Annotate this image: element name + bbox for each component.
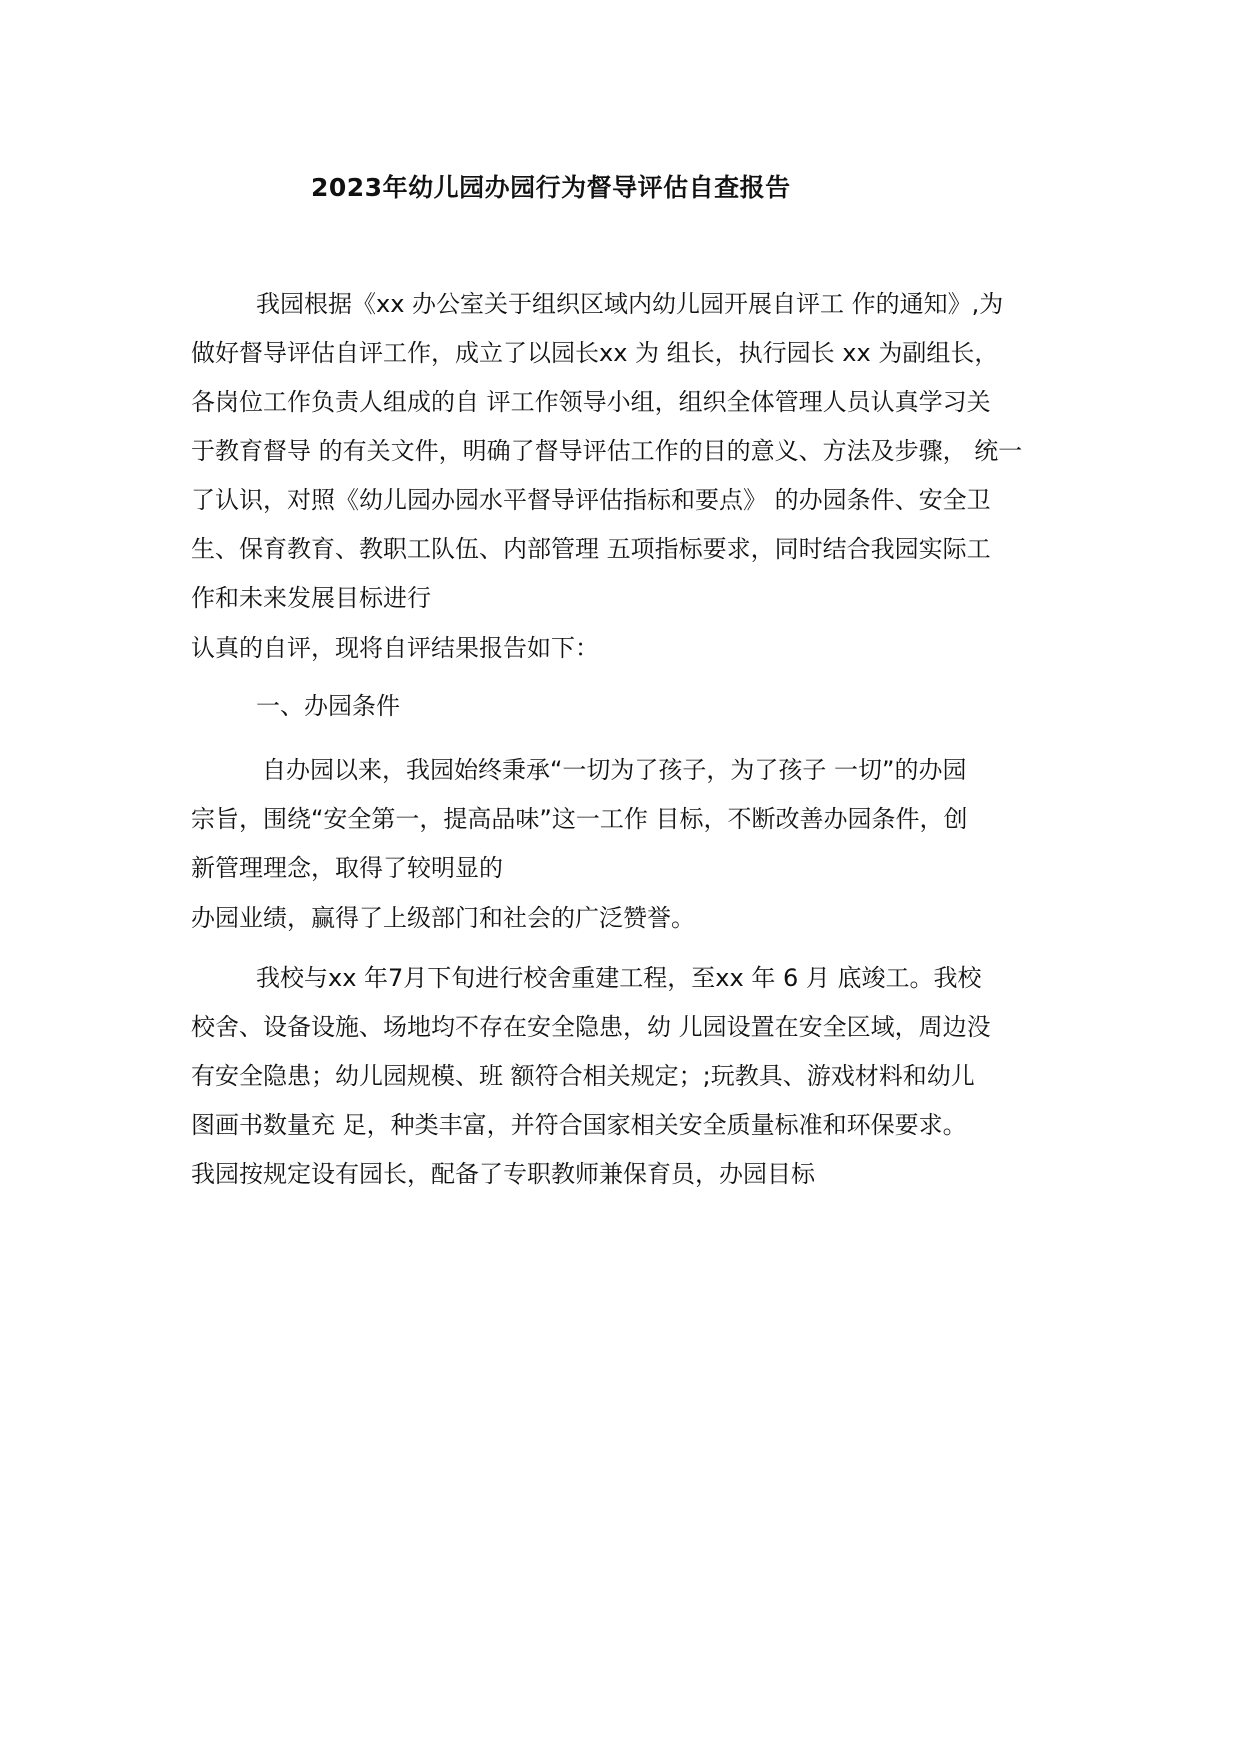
paragraph-line: 生、保育教育、教职工队伍、内部管理 五项指标要求，同时结合我园实际工 — [191, 535, 991, 563]
paragraph-line: 了认识，对照《幼儿园办园水平督导评估指标和要点》 的办园条件、安全卫 — [191, 486, 991, 514]
paragraph-line: 认真的自评，现将自评结果报告如下： — [191, 634, 599, 662]
document-title: 2023年幼儿园办园行为督导评估自查报告 — [311, 173, 791, 202]
paragraph-line: 新管理理念，取得了较明显的 — [191, 854, 503, 882]
section-heading: 一、办园条件 — [256, 692, 400, 720]
paragraph-line: 作和未来发展目标进行 — [191, 584, 431, 612]
paragraph-line: 校舍、设备设施、场地均不存在安全隐患，幼 儿园设置在安全区域，周边没 — [191, 1013, 991, 1041]
paragraph-line: 我园按规定设有园长，配备了专职教师兼保育员，办园目标 — [191, 1160, 815, 1188]
paragraph-line: 我园根据《xx 办公室关于组织区域内幼儿园开展自评工 作的通知》,为 — [256, 290, 1004, 318]
paragraph-line: 有安全隐患；幼儿园规模、班 额符合相关规定；;玩教具、游戏材料和幼儿 — [191, 1062, 975, 1090]
paragraph-line: 于教育督导 的有关文件，明确了督导评估工作的目的意义、方法及步骤， 统一 — [191, 437, 1023, 465]
paragraph-line: 各岗位工作负责人组成的自 评工作领导小组，组织全体管理人员认真学习关 — [191, 388, 991, 416]
paragraph-line: 自办园以来，我园始终秉承“一切为了孩子，为了孩子 一切”的办园 — [262, 756, 967, 784]
paragraph-line: 我校与xx 年7月下旬进行校舍重建工程，至xx 年 6 月 底竣工。我校 — [256, 964, 982, 992]
paragraph-line: 宗旨，围绕“安全第一，提高品味”这一工作 目标，不断改善办园条件，创 — [191, 805, 968, 833]
paragraph-line: 办园业绩，赢得了上级部门和社会的广泛赞誉。 — [191, 904, 695, 932]
paragraph-line: 图画书数量充 足，种类丰富，并符合国家相关安全质量标准和环保要求。 — [191, 1111, 967, 1139]
paragraph-line: 做好督导评估自评工作，成立了以园长xx 为 组长，执行园长 xx 为副组长， — [191, 339, 999, 367]
